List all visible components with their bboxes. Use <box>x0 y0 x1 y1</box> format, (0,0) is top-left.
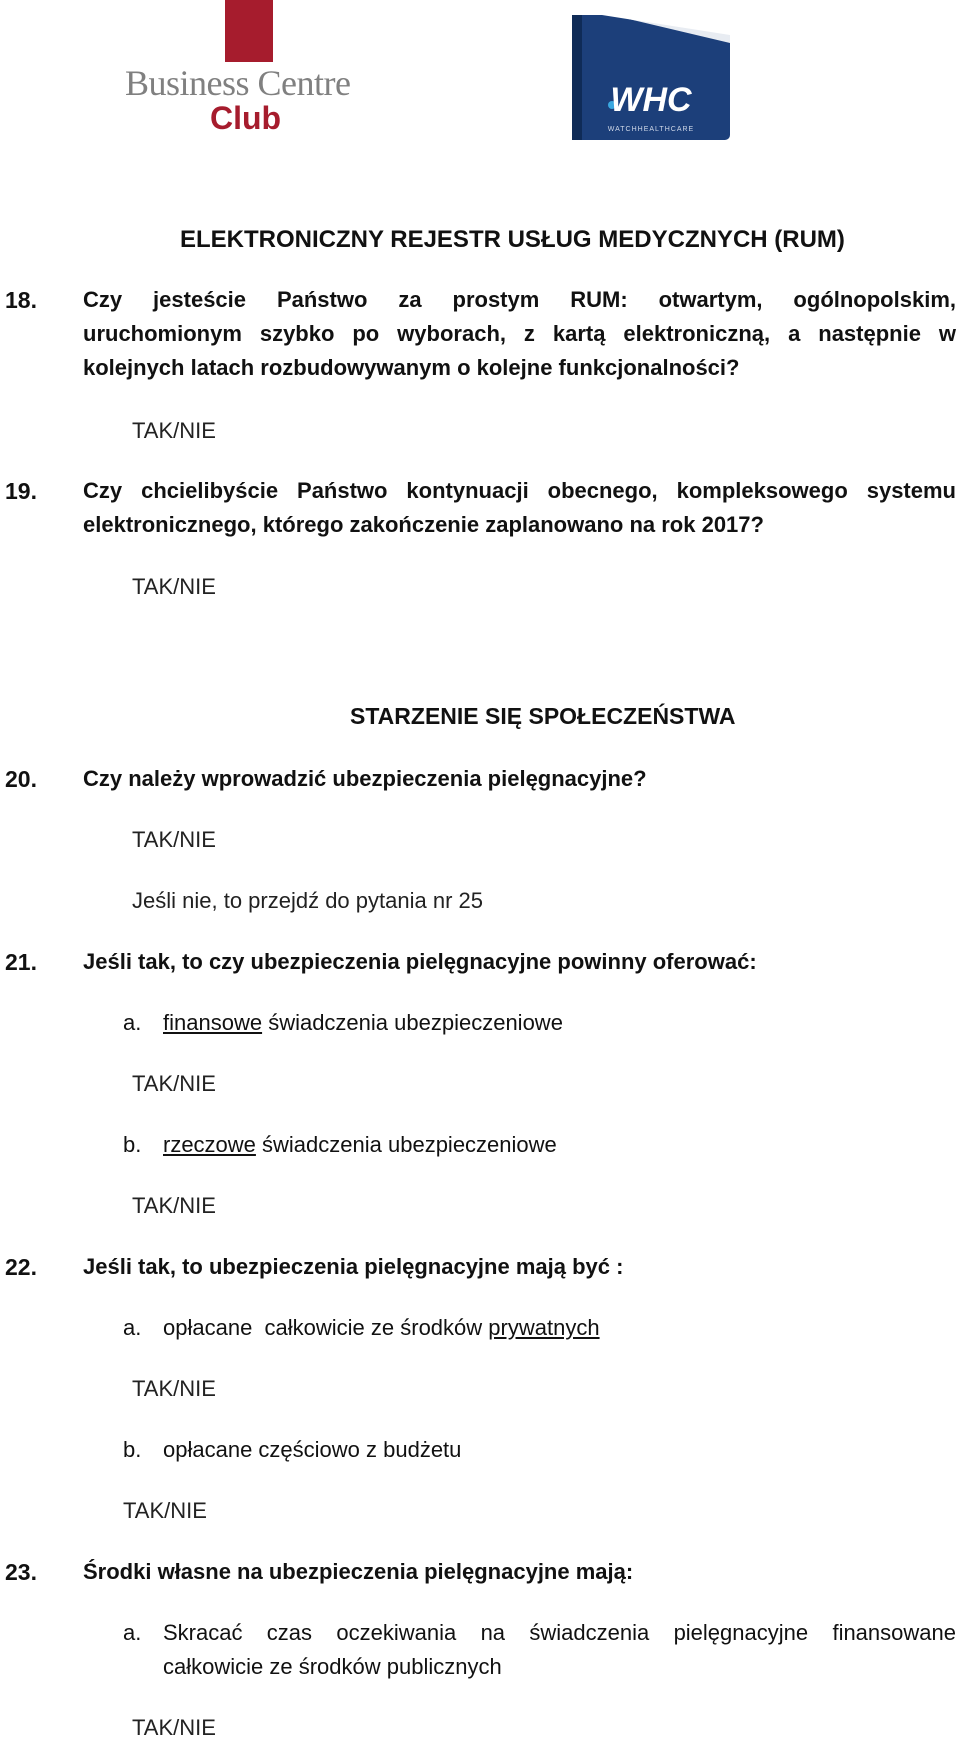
answer-option: TAK/NIE <box>132 1071 216 1096</box>
logo-sub-text: WATCHHEALTHCARE <box>607 126 695 133</box>
option-a-letter: a. <box>123 1620 142 1645</box>
watchhealthcare-logo <box>572 15 730 140</box>
question-number: 18. <box>5 287 37 313</box>
skip-note: Jeśli nie, to przejdź do pytania nr 25 <box>132 888 483 913</box>
option-b-letter: b. <box>123 1437 142 1462</box>
option-a-text <box>163 1006 563 1040</box>
option-b-emphasis: rzeczowe <box>163 1132 256 1157</box>
option-a-lead: opłacane całkowicie ze środków <box>163 1315 489 1340</box>
question-number: 19. <box>5 478 37 504</box>
option-a-text-line: Skracać czas oczekiwania na świadczenia pielęgnacyjne finansowane <box>163 1620 956 1645</box>
question-text-line: kolejnych latach rozbudowywanym o kolejne funkcjonalności? <box>83 355 740 380</box>
question-number: 20. <box>5 766 37 792</box>
question-number: 21. <box>5 949 37 975</box>
answer-option: TAK/NIE <box>132 418 216 443</box>
answer-option: TAK/NIE <box>132 1715 216 1740</box>
question-text-line: Czy chcielibyście Państwo kontynuacji obecnego, kompleksowego systemu <box>83 478 956 503</box>
logo-mark-text: WHC <box>610 81 692 119</box>
option-b-rest: świadczenia ubezpieczeniowe <box>255 1132 557 1157</box>
question-number: 22. <box>5 1254 37 1280</box>
section-title-rum: ELEKTRONICZNY REJESTR USŁUG MEDYCZNYCH (RUM) <box>180 226 845 253</box>
option-a-emphasis: prywatnych <box>488 1315 600 1340</box>
question-text-line: Czy jesteście Państwo za prostym RUM: otwartym, ogólnopolskim, <box>83 287 956 312</box>
option-a-letter: a. <box>123 1315 142 1340</box>
section-title-ageing: STARZENIE SIĘ SPOŁECZEŃSTWA <box>350 703 736 729</box>
answer-option: TAK/NIE <box>132 827 216 852</box>
logo-text-line1: Business Centre <box>125 63 351 103</box>
question-text-line: elektronicznego, którego zakończenie zaplanowano na rok 2017? <box>83 512 764 537</box>
option-a-text-line: całkowicie ze środków publicznych <box>163 1654 502 1679</box>
answer-option: TAK/NIE <box>123 1498 207 1523</box>
business-centre-club-logo <box>125 0 375 140</box>
question-text: Środki własne na ubezpieczenia pielęgnacyjne mają: <box>83 1559 634 1584</box>
logo-red-square <box>225 0 273 62</box>
option-a-text <box>163 1311 600 1345</box>
answer-option: TAK/NIE <box>132 574 216 599</box>
question-text: Jeśli tak, to czy ubezpieczenia pielęgnacyjne powinny oferować: <box>83 949 757 974</box>
option-a-letter: a. <box>123 1010 142 1035</box>
option-b-letter: b. <box>123 1132 142 1157</box>
option-b-text <box>163 1128 557 1162</box>
option-b-text: opłacane częściowo z budżetu <box>163 1437 462 1462</box>
question-number: 23. <box>5 1559 37 1585</box>
option-a-rest: świadczenia ubezpieczeniowe <box>262 1010 563 1035</box>
question-text-line: uruchomionym szybko po wyborach, z kartą elektroniczną, a następnie w <box>83 321 956 346</box>
question-text: Czy należy wprowadzić ubezpieczenia pielęgnacyjne? <box>83 766 647 791</box>
answer-option: TAK/NIE <box>132 1193 216 1218</box>
question-text: Jeśli tak, to ubezpieczenia pielęgnacyjne mają być : <box>83 1254 624 1279</box>
logo-text-line2: Club <box>210 100 282 136</box>
option-a-emphasis: finansowe <box>163 1010 263 1035</box>
answer-option: TAK/NIE <box>132 1376 216 1401</box>
